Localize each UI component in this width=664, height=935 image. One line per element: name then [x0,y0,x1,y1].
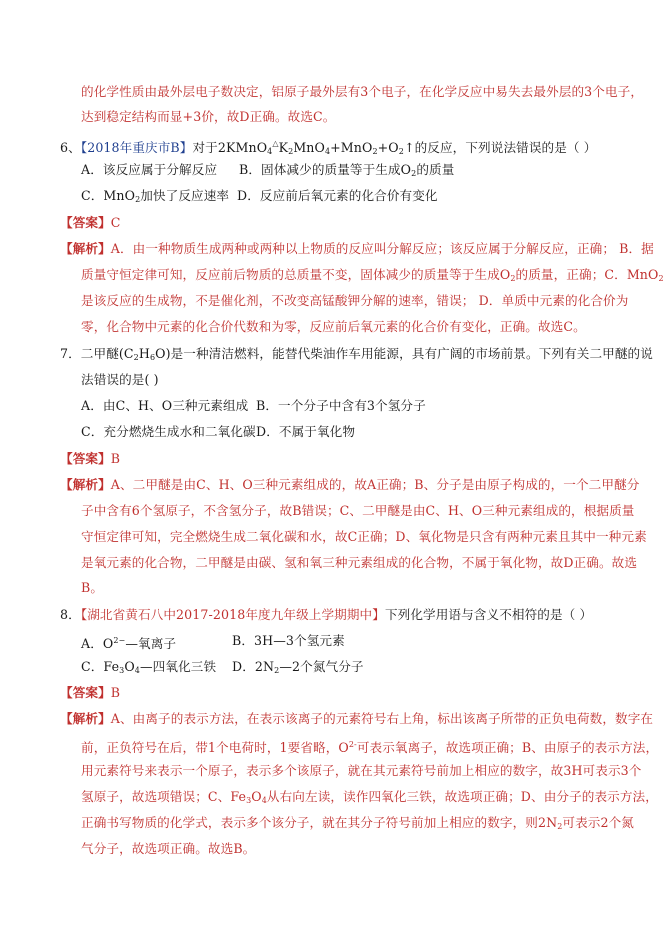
answer-label: 【答案】 [60,685,111,700]
option-a: A．该反应属于分解反应 [81,162,218,177]
explanation-line: 质量守恒定律可知，反应前后物质的总质量不变，固体减少的质量等于生成$O_2$的质量，正确；C．MnO$_2$ [81,267,664,283]
explanation-label: 【解析】 [60,241,111,256]
question-source: 【湖北省黄石八中2017-2018年度九年级上学期期中】 [80,607,385,622]
answer-value: B [110,451,121,466]
explanation-line: B。 [81,580,104,595]
option-d: D．不属于氧化物 [256,424,356,439]
answer-label: 【答案】 [60,451,111,466]
option-b: B．固体减少的质量等于生成$O_2$的质量 [239,162,455,178]
question-7-stem-cont: 法错误的是( ) [81,372,159,387]
option-d: D．$2N_2—2$个氮气分子 [232,659,364,675]
question-source: 【2018年重庆市B】 [80,140,193,155]
explanation-label: 【解析】 [60,477,111,492]
question-6-stem: 6、【2018年重庆市B】对于$2KMnO_4^\triangle K_2MnO_4+MnO_2+O_2↑$的反应，下列说法错误的是（ ） [60,139,597,156]
explanation-label: 【解析】 [60,711,111,726]
explanation-line: 守恒定律可知，完全燃烧生成二氧化碳和水，故C正确；D、氧化物是只含有两种元素且其中一种元素 [81,529,647,544]
answer-line [60,451,120,467]
option-b: B．3H—3个氢元素 [232,633,345,648]
explanation-line: 零，化合物中元素的化合价代数和为零，反应前后氧元素的化合价有变化，正确。故选C。 [81,319,586,334]
explanation-line: 氢原子，故选项错误；C、$Fe_3O_4$从右向左读，读作四氧化三铁，故选项正确；D、由分子的表示方法， [81,789,658,805]
explanation-line: 子中含有6个氢原子，不含氢分子，故B错误；C、二甲醚是由C、H、O三种元素组成的，根据质量 [81,503,635,518]
answer-value: B [110,685,121,700]
answer-value: C [110,215,121,230]
explanation-line: 【解析】A、由离子的表示方法，在表示该离子的元素符号右上角，标出该离子所带的正负电荷数，数字在 [60,711,654,726]
explanation-line: 正确书写物质的化学式，表示多个该分子，就在其分子符号前加上相应的数字，则$2N_2$可表示2个氮 [81,815,635,831]
option-d: D．反应前后氧元素的化合价有变化 [237,188,438,203]
explanation-line: 用元素符号来表示一个原子，表示多个该原子，就在其元素符号前加上相应的数字，故3H可表示3个 [81,763,642,778]
question-7-stem: 7．二甲醚$(C_2H_6O)$是一种清洁燃料，能替代柴油作车用能源，具有广阔的市场前景。下列有关二甲醚的说 [60,346,653,362]
question-8-stem: 8．【湖北省黄石八中2017-2018年度九年级上学期期中】下列化学用语与含义不相符的是（ ） [60,607,593,622]
explanation-line: 【解析】A、二甲醚是由C、H、O三种元素组成的，故A正确；B、分子是由原子构成的，一个二甲醚分 [60,477,640,492]
question-number: 6、 [60,140,81,155]
answer-line [60,685,120,701]
answer-line [60,215,121,231]
heat-triangle-icon: △ [272,139,279,148]
explanation-line: 是该反应的生成物，不是催化剂，不改变高锰酸钾分解的速率，错误； D．单质中元素的化合价为 [81,293,629,308]
explanation-line: 【解析】A．由一种物质生成两种或两种以上物质的反应叫分解反应；该反应属于分解反应，正确； B．据 [60,241,654,256]
option-c: C．$Fe_3O_4—$四氧化三铁 [81,659,217,675]
explanation-line: 达到稳定结构而显+3价，故D正确。故选C。 [81,109,336,124]
explanation-line: 是氧元素的化合物，二甲醚是由碳、氢和氧三种元素组成的化合物，不属于氧化物，故D正确。故选 [81,555,638,570]
option-c: C．充分燃烧生成水和二氧化碳 [81,424,256,439]
explanation-line: 前，正负符号在后，带1个电荷时，1要省略，$O^{2-}$可表示氧离子，故选项正确；B、由原子的表示方法， [81,740,659,755]
explanation-line: 气分子，故选项正确。故选B。 [81,841,256,856]
explanation-line: 的化学性质由最外层电子数决定，铝原子最外层有3个电子，在化学反应中易失去最外层的3个电子， [81,84,644,99]
option-b: B．一个分子中含有3个氢分子 [256,398,426,413]
question-number: 8． [60,607,81,622]
option-c: C．MnO$_2$加快了反应速率 [81,188,230,204]
option-a: A．$O^{2-}—$氧离子 [81,636,177,651]
answer-label: 【答案】 [60,215,111,230]
option-a: A．由C、H、O三种元素组成 [81,398,249,413]
